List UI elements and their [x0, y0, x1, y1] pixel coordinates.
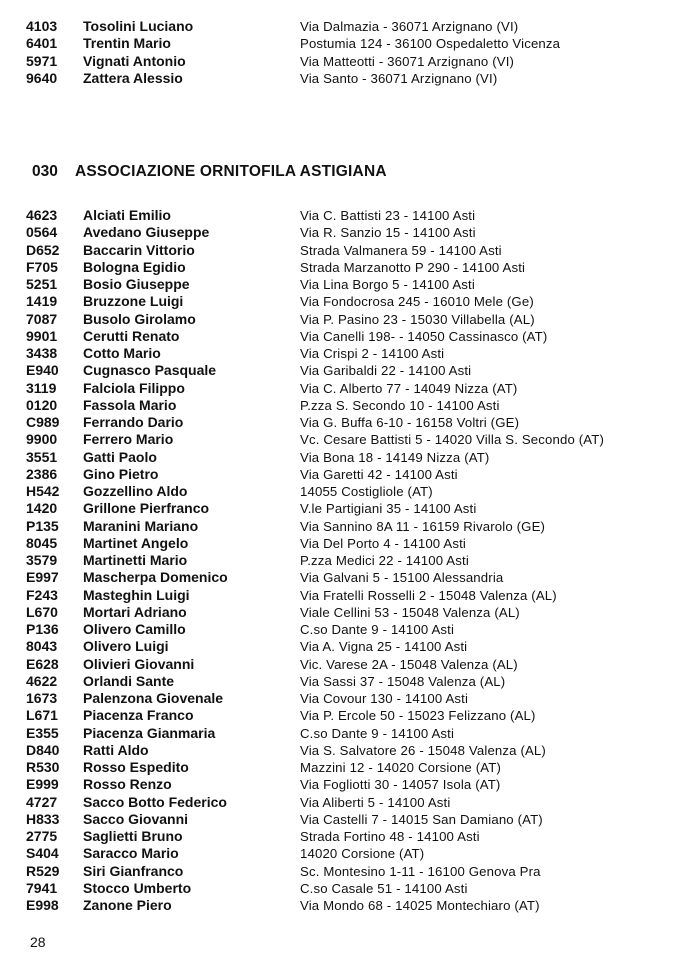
member-row	[0, 656, 700, 673]
section-title: ASSOCIAZIONE ORNITOFILA ASTIGIANA	[75, 163, 387, 180]
member-code: 4622	[26, 672, 58, 689]
member-address: C.so Casale 51 - 14100 Asti	[300, 880, 468, 896]
member-name: Cotto Mario	[83, 345, 161, 361]
member-row	[0, 293, 700, 310]
member-row	[0, 328, 700, 345]
member-row	[0, 742, 700, 759]
member-name: Ferrando Dario	[83, 414, 184, 430]
member-code: 3438	[26, 345, 58, 361]
member-name: Ferrero Mario	[83, 431, 174, 448]
member-row	[0, 483, 700, 500]
member-name: Baccarin Vittorio	[83, 241, 195, 258]
member-code: 9900	[26, 431, 58, 448]
member-row	[0, 224, 700, 241]
member-row	[0, 311, 700, 328]
member-row	[0, 397, 700, 414]
member-code: 3119	[26, 379, 57, 396]
member-code: L670	[26, 603, 58, 620]
member-name: Gozzellino Aldo	[83, 483, 188, 499]
member-row	[0, 776, 700, 793]
member-name: Olivero Camillo	[83, 621, 186, 637]
member-name: Alciati Emilio	[83, 207, 171, 223]
member-row	[0, 759, 700, 776]
member-name: Orlandi Sante	[83, 672, 175, 689]
member-row	[0, 449, 700, 466]
member-code: 3551	[26, 448, 58, 465]
member-name: Gino Pietro	[83, 465, 159, 482]
member-address: Sc. Montesino 1-11 - 16100 Genova Pra	[300, 863, 541, 879]
member-row	[0, 638, 700, 655]
member-name: Cerutti Renato	[83, 327, 180, 344]
member-row	[0, 259, 700, 276]
member-address: Via Castelli 7 - 14015 San Damiano (AT)	[300, 811, 543, 827]
member-row	[0, 552, 700, 569]
member-row	[0, 18, 700, 35]
member-name: Tosolini Luciano	[83, 18, 194, 34]
member-row	[0, 70, 700, 87]
member-code: E999	[26, 776, 59, 793]
member-address: Via P. Pasino 23 - 15030 Villabella (AL)	[300, 311, 535, 327]
member-name: Bosio Giuseppe	[83, 276, 190, 292]
member-code: 0120	[26, 396, 58, 413]
member-row	[0, 414, 700, 431]
member-row	[0, 53, 700, 70]
member-row	[0, 828, 700, 845]
member-code: E997	[26, 569, 59, 586]
member-code: 1673	[26, 690, 58, 706]
member-code: R529	[26, 862, 60, 879]
section-code: 030	[32, 163, 58, 180]
member-row	[0, 725, 700, 742]
member-row	[0, 207, 700, 224]
member-address: Via Sannino 8A 11 - 16159 Rivarolo (GE)	[300, 518, 546, 534]
member-address: 14055 Costigliole (AT)	[300, 484, 433, 499]
member-address: Via Fratelli Rosselli 2 - 15048 Valenza (AL)	[300, 587, 557, 603]
member-row	[0, 276, 700, 293]
member-code: E355	[26, 724, 59, 741]
member-row	[0, 897, 700, 914]
member-address: Vic. Varese 2A - 15048 Valenza (AL)	[300, 656, 518, 672]
member-name: Bruzzone Luigi	[83, 293, 184, 310]
member-address: Via S. Salvatore 26 - 15048 Valenza (AL)	[300, 742, 546, 758]
member-address: Via Galvani 5 - 15100 Alessandria	[300, 570, 504, 586]
member-code: H542	[26, 483, 60, 499]
member-code: E628	[26, 655, 59, 672]
member-code: 1420	[26, 500, 58, 517]
member-code: 4623	[26, 207, 58, 223]
member-row	[0, 242, 700, 259]
member-address: P.zza Medici 22 - 14100 Asti	[300, 553, 469, 568]
member-address: Via Aliberti 5 - 14100 Asti	[300, 794, 451, 810]
member-name: Falciola Filippo	[83, 379, 185, 396]
member-address: Via P. Ercole 50 - 15023 Felizzano (AL)	[300, 708, 536, 724]
member-address: Via C. Battisti 23 - 14100 Asti	[300, 208, 476, 223]
member-code: 7941	[26, 879, 58, 896]
member-address: Via A. Vigna 25 - 14100 Asti	[300, 639, 468, 655]
member-name: Rosso Espedito	[83, 759, 189, 775]
member-address: Via Matteotti - 36071 Arzignano (VI)	[300, 53, 515, 69]
member-code: 7087	[26, 310, 58, 327]
member-row	[0, 431, 700, 448]
member-code: 8043	[26, 638, 58, 655]
member-code: 9640	[26, 69, 58, 86]
page-number: 28	[30, 934, 46, 950]
member-code: 5971	[26, 52, 58, 69]
member-address: Via Santo - 36071 Arzignano (VI)	[300, 70, 498, 86]
member-row	[0, 500, 700, 517]
member-row	[0, 466, 700, 483]
member-name: Busolo Girolamo	[83, 310, 196, 327]
member-row	[0, 845, 700, 862]
member-address: C.so Dante 9 - 14100 Asti	[300, 725, 455, 741]
member-row	[0, 35, 700, 52]
member-name: Piacenza Franco	[83, 707, 194, 724]
member-address: Via Sassi 37 - 15048 Valenza (AL)	[300, 673, 506, 689]
member-code: 9901	[26, 327, 58, 344]
member-address: Via Crispi 2 - 14100 Asti	[300, 346, 445, 361]
member-code: E998	[26, 897, 59, 913]
member-name: Cugnasco Pasquale	[83, 362, 217, 379]
member-name: Olivieri Giovanni	[83, 655, 195, 672]
member-name: Sacco Botto Federico	[83, 793, 227, 810]
member-code: C989	[26, 414, 60, 430]
member-code: 4727	[26, 793, 58, 810]
member-address: Via Lina Borgo 5 - 14100 Asti	[300, 277, 475, 292]
member-address: Via Canelli 198- - 14050 Cassinasco (AT)	[300, 328, 548, 344]
member-row	[0, 362, 700, 379]
member-name: Siri Gianfranco	[83, 862, 184, 879]
member-address: Via Fondocrosa 245 - 16010 Mele (Ge)	[300, 294, 534, 310]
member-address: Via Mondo 68 - 14025 Montechiaro (AT)	[300, 898, 540, 913]
member-code: D652	[26, 241, 60, 258]
member-code: 6401	[26, 35, 58, 52]
member-address: P.zza S. Secondo 10 - 14100 Asti	[300, 397, 500, 413]
member-name: Saracco Mario	[83, 845, 179, 862]
member-address: Via Garetti 42 - 14100 Asti	[300, 466, 458, 482]
member-name: Fassola Mario	[83, 396, 177, 413]
member-address: C.so Dante 9 - 14100 Asti	[300, 622, 455, 637]
member-name: Vignati Antonio	[83, 52, 186, 69]
member-name: Rosso Renzo	[83, 776, 172, 793]
member-code: 1419	[26, 293, 58, 310]
member-code: H833	[26, 810, 60, 827]
member-name: Ratti Aldo	[83, 741, 149, 758]
member-name: Martinet Angelo	[83, 534, 189, 551]
member-name: Zattera Alessio	[83, 69, 183, 86]
member-address: Via Covour 130 - 14100 Asti	[300, 691, 469, 706]
member-address: 14020 Corsione (AT)	[300, 846, 425, 862]
member-address: Postumia 124 - 36100 Ospedaletto Vicenza	[300, 36, 561, 52]
member-name: Bologna Egidio	[83, 258, 186, 275]
member-name: Avedano Giuseppe	[83, 224, 210, 241]
member-row	[0, 673, 700, 690]
member-list	[0, 207, 700, 914]
member-row	[0, 880, 700, 897]
member-row	[0, 794, 700, 811]
member-code: P135	[26, 517, 59, 534]
member-row	[0, 707, 700, 724]
member-code: S404	[26, 845, 59, 862]
member-row	[0, 863, 700, 880]
member-address: Viale Cellini 53 - 15048 Valenza (AL)	[300, 604, 520, 620]
member-code: F243	[26, 586, 58, 603]
member-row	[0, 569, 700, 586]
member-address: Strada Valmanera 59 - 14100 Asti	[300, 242, 502, 258]
member-address: Via Dalmazia - 36071 Arzignano (VI)	[300, 19, 519, 34]
member-row	[0, 811, 700, 828]
member-name: Grillone Pierfranco	[83, 500, 210, 517]
member-code: R530	[26, 759, 60, 775]
member-row	[0, 604, 700, 621]
member-address: Mazzini 12 - 14020 Corsione (AT)	[300, 760, 501, 775]
member-address: V.le Partigiani 35 - 14100 Asti	[300, 501, 477, 517]
member-address: Via R. Sanzio 15 - 14100 Asti	[300, 225, 476, 241]
member-name: Martinetti Mario	[83, 552, 188, 568]
member-address: Strada Marzanotto P 290 - 14100 Asti	[300, 259, 526, 275]
section-header	[0, 162, 700, 182]
member-address: Via Bona 18 - 14149 Nizza (AT)	[300, 449, 490, 465]
member-address: Strada Fortino 48 - 14100 Asti	[300, 829, 480, 844]
member-code: 0564	[26, 224, 58, 241]
member-row	[0, 518, 700, 535]
member-name: Trentin Mario	[83, 35, 171, 52]
member-name: Olivero Luigi	[83, 638, 169, 655]
member-name: Masteghin Luigi	[83, 586, 190, 603]
top-member-list	[0, 18, 700, 87]
member-code: E940	[26, 362, 59, 379]
member-name: Sacco Giovanni	[83, 810, 189, 827]
member-address: Via Del Porto 4 - 14100 Asti	[300, 535, 466, 551]
member-row	[0, 535, 700, 552]
member-row	[0, 380, 700, 397]
member-code: 8045	[26, 534, 58, 551]
member-code: L671	[26, 707, 58, 724]
member-address: Via Fogliotti 30 - 14057 Isola (AT)	[300, 777, 501, 793]
member-name: Stocco Umberto	[83, 879, 192, 896]
member-name: Maranini Mariano	[83, 517, 199, 534]
member-name: Palenzona Giovenale	[83, 690, 224, 706]
member-name: Mascherpa Domenico	[83, 569, 228, 586]
member-address: Via Garibaldi 22 - 14100 Asti	[300, 363, 472, 379]
member-name: Mortari Adriano	[83, 603, 187, 620]
member-row	[0, 345, 700, 362]
member-row	[0, 621, 700, 638]
member-code: 2775	[26, 828, 58, 844]
member-address: Vc. Cesare Battisti 5 - 14020 Villa S. Secondo (AT)	[300, 432, 605, 448]
member-name: Piacenza Gianmaria	[83, 724, 216, 741]
member-code: F705	[26, 258, 58, 275]
member-address: Via C. Alberto 77 - 14049 Nizza (AT)	[300, 380, 518, 396]
member-code: 3579	[26, 552, 58, 568]
member-code: D840	[26, 741, 60, 758]
member-name: Gatti Paolo	[83, 448, 157, 465]
member-row	[0, 587, 700, 604]
member-name: Saglietti Bruno	[83, 828, 183, 844]
member-code: 2386	[26, 465, 58, 482]
member-row	[0, 690, 700, 707]
member-address: Via G. Buffa 6-10 - 16158 Voltri (GE)	[300, 415, 520, 430]
member-code: P136	[26, 621, 59, 637]
member-code: 5251	[26, 276, 58, 292]
member-code: 4103	[26, 18, 58, 34]
member-name: Zanone Piero	[83, 897, 172, 913]
